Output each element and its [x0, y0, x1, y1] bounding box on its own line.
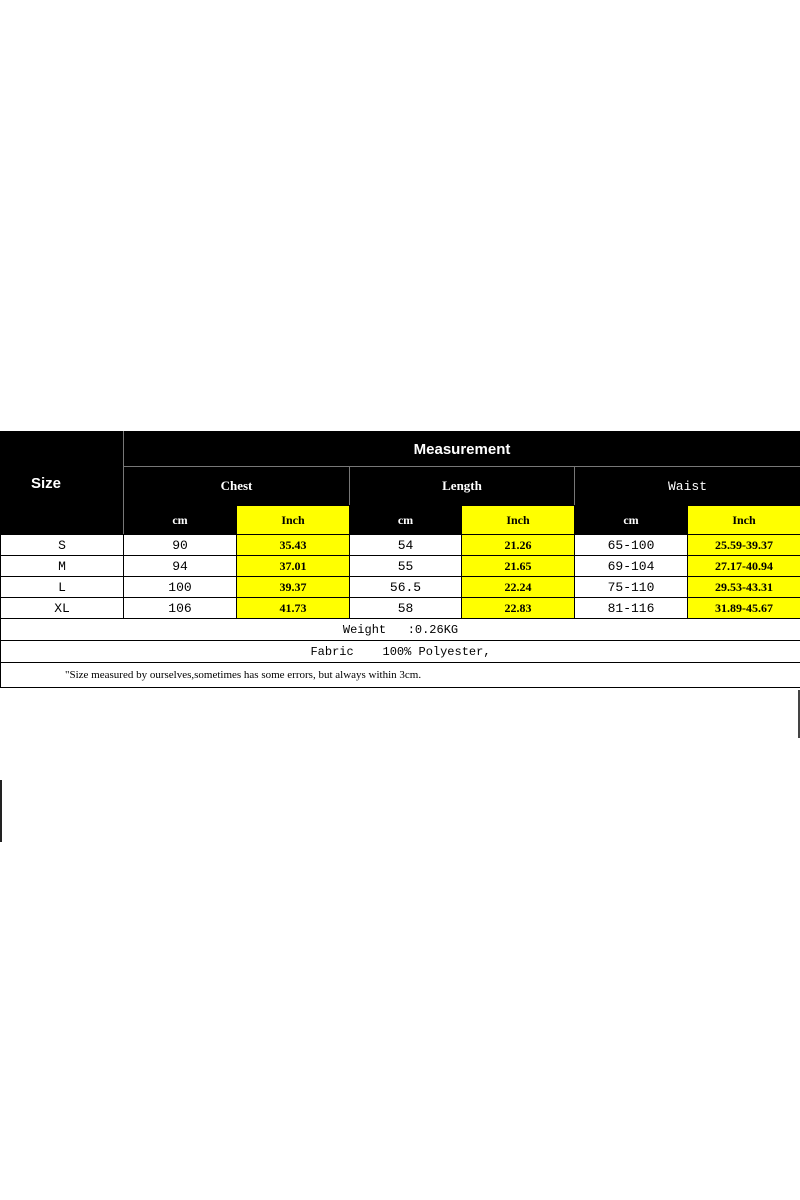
- chest-cm-cell: 90: [124, 535, 237, 556]
- fabric-row: [1, 641, 800, 663]
- left-edge-mark: [0, 780, 2, 842]
- size-cell: XL: [1, 598, 124, 619]
- waist-cm-cell: 81-116: [575, 598, 688, 619]
- table-row: [1, 577, 800, 598]
- size-cell: S: [1, 535, 124, 556]
- length-inch-cell: 21.26: [462, 535, 575, 556]
- fabric-text: Fabric 100% Polyester,: [1, 641, 800, 663]
- waist-cm-cell: 65-100: [575, 535, 688, 556]
- length-cm-header: cm: [350, 506, 462, 535]
- header-row-measurement: [1, 432, 800, 467]
- length-inch-cell: 22.83: [462, 598, 575, 619]
- table-row: [1, 598, 800, 619]
- chest-inch-cell: 35.43: [237, 535, 350, 556]
- length-inch-header: Inch: [462, 506, 575, 535]
- chest-cm-cell: 94: [124, 556, 237, 577]
- size-table: [0, 431, 800, 688]
- length-header: Length: [350, 467, 575, 506]
- chest-inch-cell: 41.73: [237, 598, 350, 619]
- waist-inch-cell: 25.59-39.37: [688, 535, 800, 556]
- chest-cm-header: cm: [124, 506, 237, 535]
- length-inch-cell: 21.65: [462, 556, 575, 577]
- waist-cm-header: cm: [575, 506, 688, 535]
- size-chart: [0, 431, 800, 688]
- waist-cm-cell: 69-104: [575, 556, 688, 577]
- waist-header: Waist: [575, 467, 800, 506]
- length-cm-cell: 54: [350, 535, 462, 556]
- weight-text: Weight :0.26KG: [1, 619, 800, 641]
- length-cm-cell: 58: [350, 598, 462, 619]
- chest-inch-header: Inch: [237, 506, 350, 535]
- length-cm-cell: 56.5: [350, 577, 462, 598]
- chest-inch-cell: 37.01: [237, 556, 350, 577]
- waist-inch-cell: 31.89-45.67: [688, 598, 800, 619]
- table-row: [1, 556, 800, 577]
- chest-header: Chest: [124, 467, 350, 506]
- chest-inch-cell: 39.37: [237, 577, 350, 598]
- weight-row: [1, 619, 800, 641]
- table-row: [1, 535, 800, 556]
- chest-cm-cell: 100: [124, 577, 237, 598]
- note-row: [1, 663, 800, 688]
- waist-inch-cell: 29.53-43.31: [688, 577, 800, 598]
- size-note: "Size measured by ourselves,sometimes has some errors, but always within 3cm.: [1, 663, 800, 688]
- size-column-header: Size: [1, 432, 124, 535]
- waist-inch-cell: 27.17-40.94: [688, 556, 800, 577]
- chest-cm-cell: 106: [124, 598, 237, 619]
- waist-cm-cell: 75-110: [575, 577, 688, 598]
- measurement-header: Measurement: [124, 432, 800, 467]
- size-cell: M: [1, 556, 124, 577]
- length-cm-cell: 55: [350, 556, 462, 577]
- size-cell: L: [1, 577, 124, 598]
- waist-inch-header: Inch: [688, 506, 800, 535]
- length-inch-cell: 22.24: [462, 577, 575, 598]
